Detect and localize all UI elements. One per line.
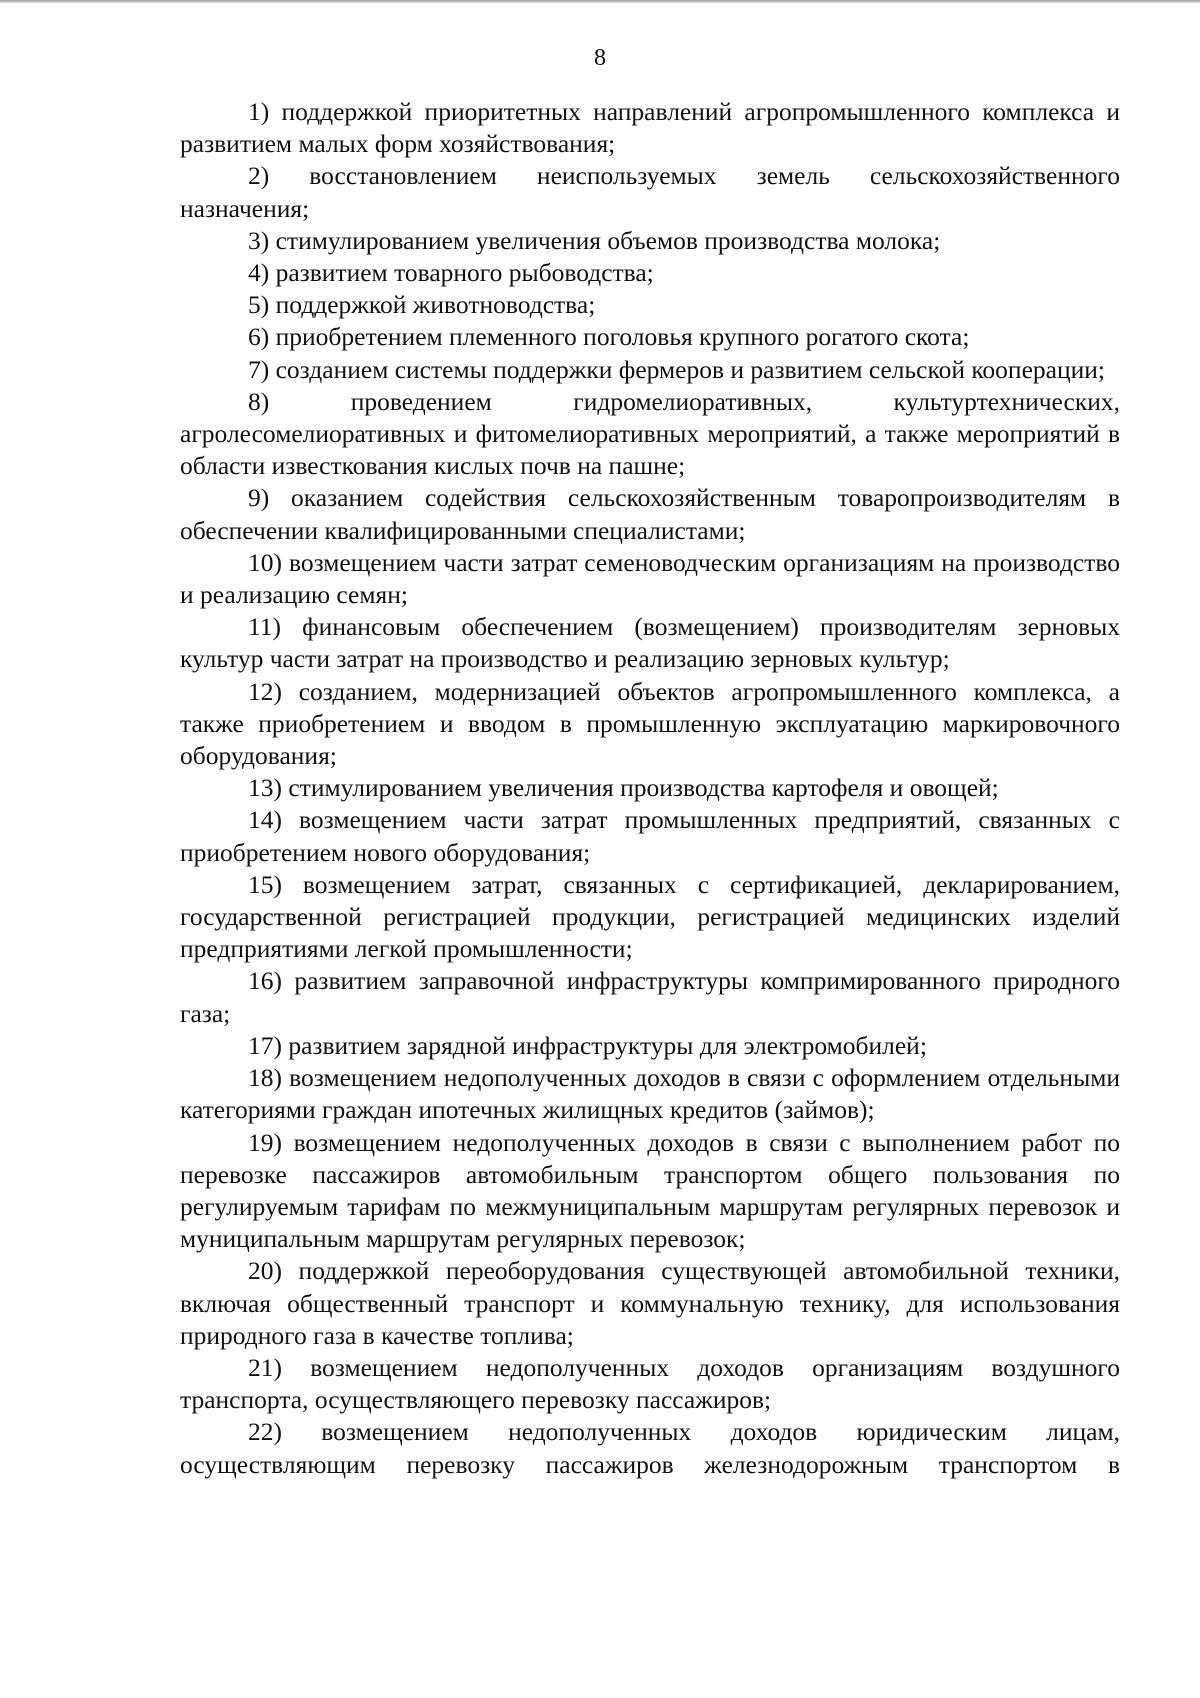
list-item-12: 12) созданием, модернизацией объектов агропромышленного комплекса, а также приобретением и вводом в промышленную эксплуатацию маркировочного оборудования;	[180, 676, 1120, 771]
list-item-5: 5) поддержкой животноводства;	[248, 290, 596, 320]
list-item-18: 18) возмещением недополученных доходов в связи с оформлением отдельными категориями граждан ипотечных жилищных кредитов (займов);	[180, 1063, 1120, 1125]
list-item-1: 1) поддержкой приоритетных направлений агропромышленного комплекса и развитием малых форм хозяйствования;	[180, 97, 1120, 159]
list-item-17: 17) развитием зарядной инфраструктуры для электромобилей;	[248, 1030, 927, 1060]
list-item-22: 22) возмещением недополученных доходов юридическим лицам, осуществляющим перевозку пассажиров железнодорожным транспортом в	[180, 1417, 1120, 1479]
list-item-7: 7) созданием системы поддержки фермеров и развитием сельской кооперации;	[248, 354, 1105, 384]
list-item-16: 16) развитием заправочной инфраструктуры компримированного природного газа;	[180, 966, 1120, 1028]
list-item-21: 21) возмещением недополученных доходов организациям воздушного транспорта, осуществляющего перевозку пассажиров;	[180, 1352, 1120, 1415]
list-item-20: 20) поддержкой переоборудования существующей автомобильной техники, включая общественный транспорт и коммунальную технику, для использования природного газа в качестве топлива;	[180, 1256, 1120, 1350]
list-item-19: 19) возмещением недополученных доходов в связи с выполнением работ по перевозке пассажиров автомобильным транспортом общего пользования по регулируемым тарифам по межмуниципальным маршрутам регулярных перевозок и муниципальным маршрутам регулярных перевозок;	[180, 1127, 1120, 1254]
scan-top-edge	[0, 0, 1200, 3]
page-number: 8	[594, 45, 606, 71]
list-item-10: 10) возмещением части затрат семеноводческим организациям на производство и реализацию семян;	[180, 547, 1120, 610]
list-item-4: 4) развитием товарного рыбоводства;	[248, 258, 654, 288]
list-item-8: 8) проведением гидромелиоративных, культуртехнических, агролесомелиоративных и фитомелиоративных мероприятий, а также мероприятий в области известкования кислых почв на пашне;	[180, 386, 1120, 481]
list-item-3: 3) стимулированием увеличения объемов производства молока;	[248, 225, 941, 255]
list-item-14: 14) возмещением части затрат промышленных предприятий, связанных с приобретением нового оборудования;	[180, 805, 1120, 867]
list-item-15: 15) возмещением затрат, связанных с сертификацией, декларированием, государственной регистрацией продукции, регистрацией медицинских изделий предприятиями легкой промышленности;	[180, 869, 1120, 964]
list-item-2: 2) восстановлением неиспользуемых земель сельскохозяйственного назначения;	[180, 161, 1120, 223]
enumerated-list	[180, 96, 1120, 1481]
list-item-9: 9) оказанием содействия сельскохозяйственным товаропроизводителям в обеспечении квалифицированными специалистами;	[180, 483, 1120, 545]
list-item-13: 13) стимулированием увеличения производства картофеля и овощей;	[248, 773, 999, 803]
list-item-11: 11) финансовым обеспечением (возмещением) производителям зерновых культур части затрат на производство и реализацию зерновых культур;	[180, 612, 1120, 674]
list-item-6: 6) приобретением племенного поголовья крупного рогатого скота;	[248, 322, 970, 352]
